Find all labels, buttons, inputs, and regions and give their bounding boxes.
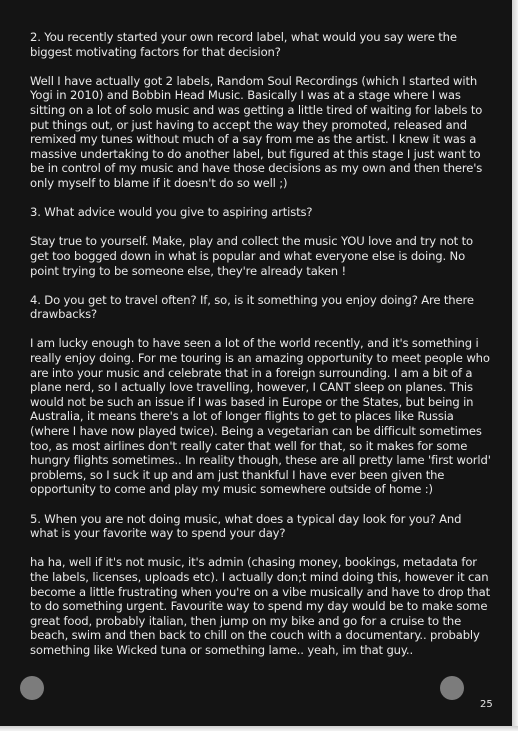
- question-5: 5. When you are not doing music, what does a typical day look for you? And what is your favorite way to spend your day?: [30, 511, 462, 541]
- interview-text: [30, 30, 492, 672]
- page-bottom-edge: [0, 726, 518, 731]
- answer-3: Stay true to yourself. Make, play and collect the music YOU love and try not to get too bogged down in what is popular and what everyone else is doing. No point trying to be someone else, they're already taken !: [30, 234, 473, 278]
- answer-4: I am lucky enough to have seen a lot of the world recently, and it's something i really enjoy doing. For me touring is an amazing opportunity to meet people who are into your music and celebrate that in a foreign surrounding. I am a bit of a plane nerd, so I actually love travelling, however, I CANT sleep on planes. This would not be such an issue if I was based in Europe or the States, but being in Australia, it means there's a lot of longer flights to get to places like Russia (where I have now played twice). Being a vegetarian can be difficult sometimes too, as most airlines don't really cater that well for that, so it makes for some hungry flights sometimes.. In reality though, these are all pretty lame 'first world' problems, so I suck it up and am just thankful I have ever been given the opportunity to come and play my music somewhere outside of home :): [30, 336, 491, 497]
- page-spine-edge: [512, 0, 518, 731]
- question-4: 4. Do you get to travel often? If, so, is it something you enjoy doing? Are there drawbacks?: [30, 292, 474, 322]
- page-number: 25: [480, 699, 493, 710]
- next-page-dot-icon[interactable]: [440, 676, 464, 700]
- answer-2: Well I have actually got 2 labels, Random Soul Recordings (which I started with Yogi in 2010) and Bobbin Head Music. Basically I was at a stage where I was sitting on a lot of solo music and was getting a little tired of waiting for labels to put things out, or just having to accept the way they promoted, released and remixed my tunes without much of a say from me as the artist. I knew it was a massive undertaking to do another label, but figured at this stage I just want to be in control of my music and have those decisions as my own and then there's only myself to blame if it doesn't do so well ;): [30, 73, 483, 190]
- answer-5: ha ha, well if it's not music, it's admin (chasing money, bookings, metadata for the labels, licenses, uploads etc). I actually don;t mind doing this, however it can become a little frustrating when you're on a vibe musically and have to drop that to do something urgent. Favourite way to spend my day would be to make some great food, probably italian, then jump on my bike and go for a cruise to the beach, swim and then back to chill on the couch with a documentary.. probably something like Wicked tuna or something lame.. yeah, im that guy..: [30, 555, 490, 657]
- prev-page-dot-icon[interactable]: [20, 676, 44, 700]
- question-2: 2. You recently started your own record label, what would you say were the biggest motivating factors for that decision?: [30, 30, 457, 59]
- question-3: 3. What advice would you give to aspiring artists?: [30, 205, 313, 220]
